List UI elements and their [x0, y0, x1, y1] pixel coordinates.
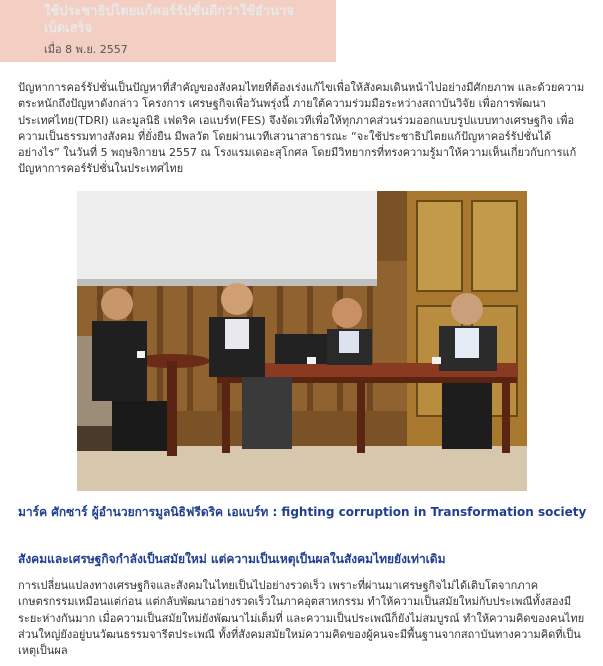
article-intro-paragraph: ปัญหาการคอร์รัปชั่นเป็นปัญหาที่สำคัญของสังคมไทยที่ต้องเร่งแก้ไขเพื่อให้สังคมเดินหน้าไปอย่างมีศักยภาพ และด้วยความตระหนักถึงปัญหาดังกล่าว โครงการ เศรษฐกิจเพื่อวันพรุ่งนี้ ภายใต้ความร่วมมือระหว่างสถาบันวิจัย เพื่อการพัฒนาประเทศไทย(TDRI) และมูลนิธิ เฟดริค เอแบร์ท(FES) จึงจัดเวทีเพื่อให้ทุกภาคส่วนร่วมออกแบบรูปแบบทางเศรษฐกิจ เพื่อความเป็นธรรมทางสังคม ที่ยั่งยืน มีพลวัต โดยผ่านเวทีเสวนาสาธารณะ “จะใช้ประชาธิปไตยแก้ปัญหาคอร์รัปชั่นได้อย่างไร” ในวันที่ 5 พฤษจิกายน 2557 ณ โรงแรมเดอะสุโกศล โดยมีวิทยากรที่ทรงความรู้มาให้ความเห็นเกี่ยวกับการแก้ปัญหาการคอร์รัปชั่นในประเทศไทย [18, 81, 585, 176]
article-header [0, 0, 336, 62]
section-subheading: สังคมและเศรษฐกิจกำลังเป็นสมัยใหม่ แต่ความเป็นเหตุเป็นผลในสังคมไทยยังเท่าเดิม [18, 552, 446, 566]
panel-discussion-photo [77, 191, 527, 491]
photo-caption: มาร์ค ศักซาร์ ผู้อำนวยการมูลนิธิฟรีดริค เอแบร์ท : fighting corruption in Transformation society [18, 505, 587, 519]
article-title[interactable]: ใช้ประชาธิปไตยแก้คอร์รัปชั่นดีกว่าใช้อำนาจเบ็ดเสร็จ [44, 4, 294, 36]
article-body-paragraph: การเปลี่ยนแปลงทางเศรษฐกิจและสังคมในไทยเป็นไปอย่างรวดเร็ว เพราะที่ผ่านมาเศรษฐกิจไม่ได้เติบโตจากภาคเกษตรกรรมเหมือนแต่ก่อน แต่กลับพัฒนาอย่างรวดเร็วในภาคอุตสาหกรรม ทำให้ความเป็นสมัยใหม่กับประเพณีทั้งสองมีระยะห่างกันมาก เมื่อความเป็นสมัยใหม่ยังพัฒนาไม่เต็มที่ และความเป็นประเพณีก็ยังไม่สมบูรณ์ ทำให้ความคิดของคนไทยส่วนใหญ่ยังอยู่บนวัฒนธรรมจารีตประเพณี ทั้งที่สังคมสมัยใหม่ความคิดของผู้คนจะมีพื้นฐานจากสถาบันทางความคิดที่เป็นเหตุเป็นผล [18, 579, 585, 658]
article-date: เมื่อ 8 พ.ย. 2557 [44, 43, 128, 56]
